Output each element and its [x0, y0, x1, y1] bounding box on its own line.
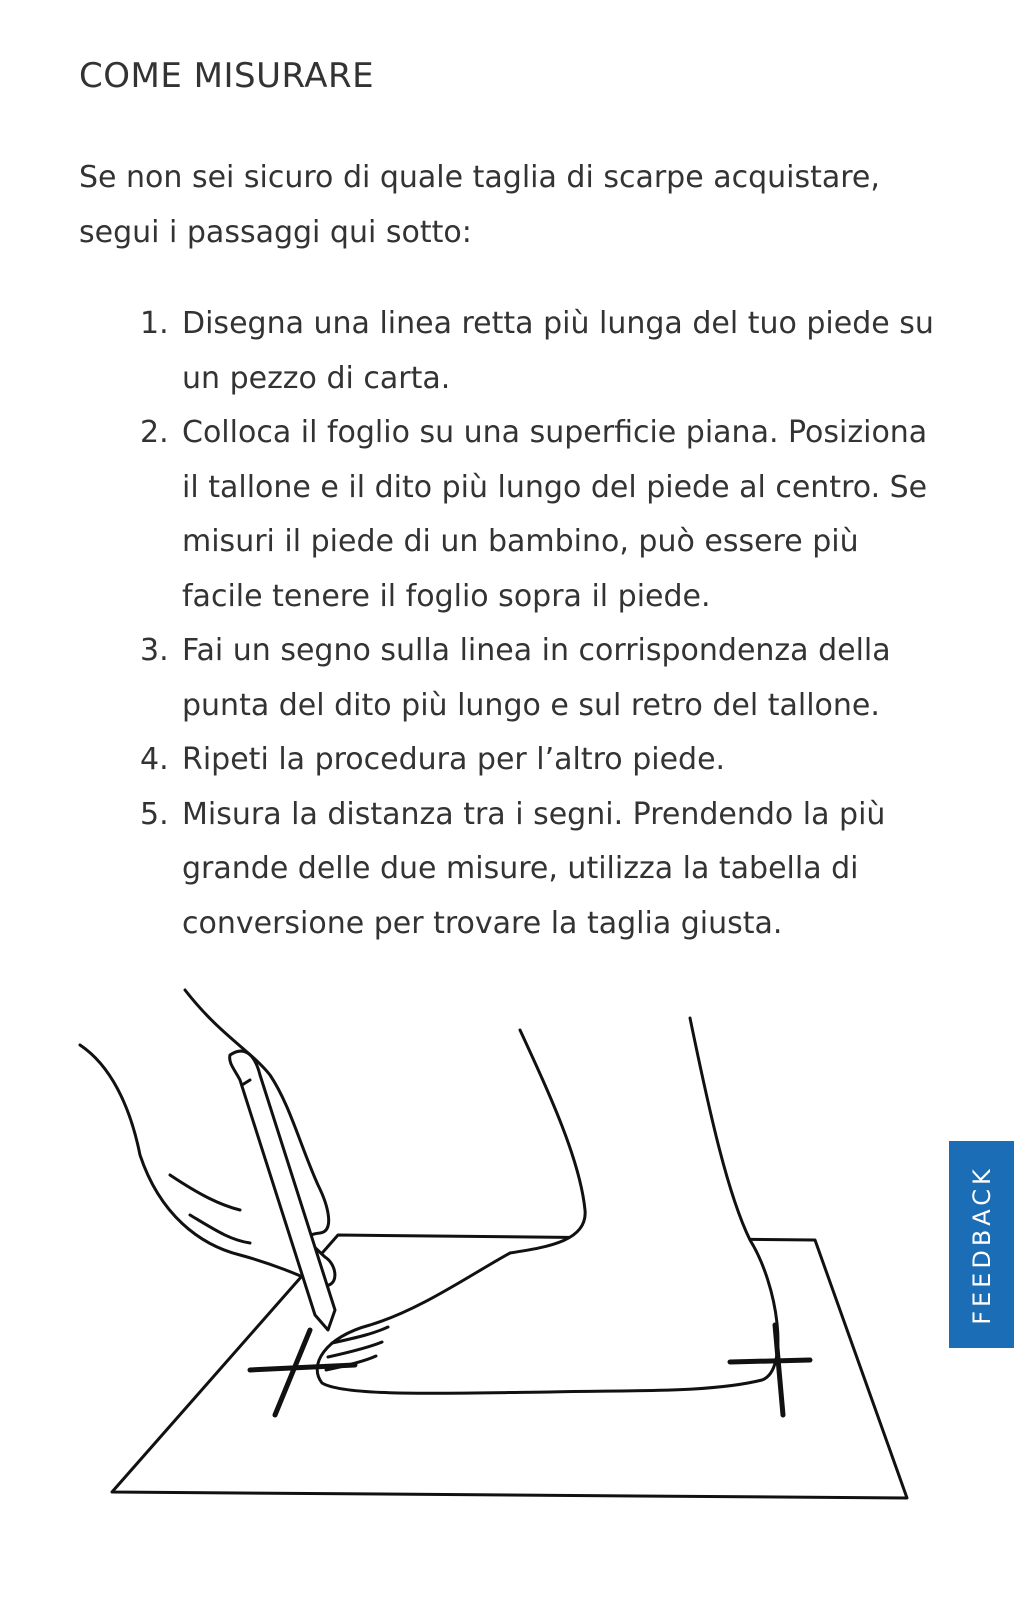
- step-item: [140, 624, 940, 733]
- feedback-button[interactable]: [949, 1141, 1014, 1348]
- step-text: Ripeti la procedura per l’altro piede.: [182, 742, 726, 777]
- step-number: 3.: [140, 633, 169, 668]
- step-text: Colloca il foglio su una superficie piana. Posiziona il tallone e il dito più lungo del piede al centro. Se misuri il piede di un bambino, può essere più facile tenere il foglio sopra il piede.: [182, 415, 928, 614]
- foot-outline: [317, 1018, 778, 1393]
- heel-mark: [730, 1360, 810, 1362]
- section-title: COME MISURARE: [79, 56, 375, 96]
- step-item: [140, 297, 940, 406]
- step-number: 1.: [140, 306, 169, 341]
- step-text: Disegna una linea retta più lunga del tuo piede su un pezzo di carta.: [182, 306, 934, 396]
- step-text: Fai un segno sulla linea in corrispondenza della punta del dito più lungo e sul retro del tallone.: [182, 633, 891, 723]
- step-item: [140, 788, 940, 952]
- step-number: 2.: [140, 415, 169, 450]
- foot-measuring-illustration: [70, 985, 930, 1515]
- step-item: [140, 733, 940, 788]
- feedback-label: FEEDBACK: [967, 1164, 996, 1325]
- step-item: [140, 406, 940, 624]
- intro-text: Se non sei sicuro di quale taglia di scarpe acquistare, segui i passaggi qui sotto:: [79, 160, 880, 250]
- step-number: 4.: [140, 742, 169, 777]
- steps-list: [140, 297, 940, 951]
- step-number: 5.: [140, 796, 169, 832]
- step-text: Misura la distanza tra i segni. Prendendo la più grande delle due misure, utilizza la tabella di conversione per trovare la taglia giusta.: [182, 796, 886, 941]
